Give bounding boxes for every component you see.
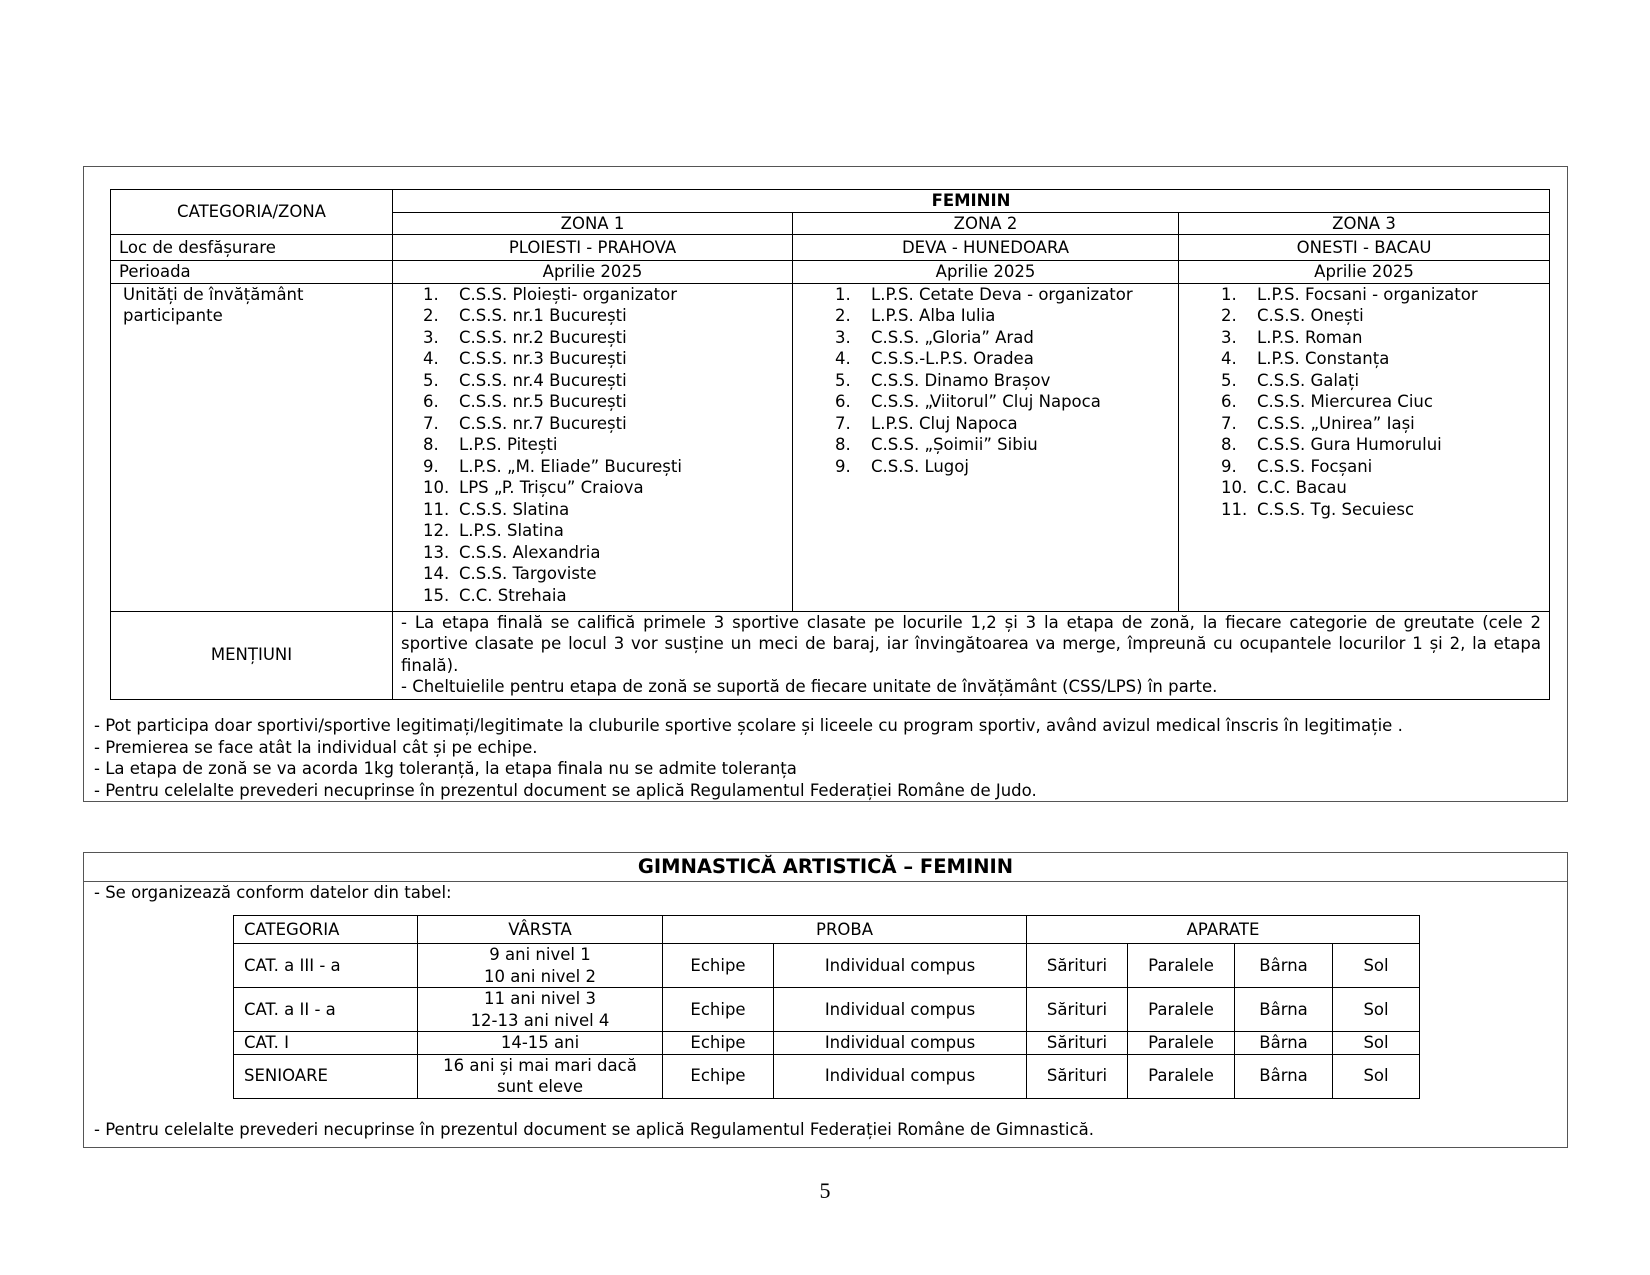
note-awards: - Premierea se face atât la individual cât și pe echipe. xyxy=(94,737,538,757)
zone-2-period: Aprilie 2025 xyxy=(793,261,1179,284)
team-cell: Echipe xyxy=(663,1054,774,1098)
list-item: 3. C.S.S. nr.2 București xyxy=(423,327,627,347)
event-header: PROBA xyxy=(663,916,1027,944)
beam-cell: Bârna xyxy=(1235,944,1333,988)
bars-cell: Paralele xyxy=(1128,944,1235,988)
apparatus-header: APARATE xyxy=(1027,916,1420,944)
list-item: 14. C.S.S. Targoviste xyxy=(423,564,597,583)
zone-3-period: Aprilie 2025 xyxy=(1179,261,1550,284)
bars-cell: Paralele xyxy=(1128,1054,1235,1098)
zone-1-header: ZONA 1 xyxy=(393,212,793,235)
vault-cell: Sărituri xyxy=(1027,1054,1128,1098)
note-tolerance: - La etapa de zonă se va acorda 1kg toleranță, la etapa finala nu se admite toleranța xyxy=(94,759,797,778)
bars-cell: Paralele xyxy=(1128,988,1235,1032)
mentions-cell xyxy=(393,611,1550,699)
zone-3-header: ZONA 3 xyxy=(1179,212,1550,235)
category-zone-header: CATEGORIA/ZONA xyxy=(111,190,393,235)
judo-section xyxy=(83,166,1568,802)
list-item: 8. L.P.S. Pitești xyxy=(423,435,558,454)
mention-costs: - Cheltuielile pentru etapa de zonă se suportă de fiecare unitate de învățământ (CSS/LPS) în parte. xyxy=(401,677,1218,696)
age-cell: 9 ani nivel 1 10 ani nivel 2 xyxy=(418,944,663,988)
individual-cell: Individual compus xyxy=(774,944,1027,988)
units-label: Unități de învățământ participante xyxy=(111,283,393,611)
age-cell: 16 ani și mai mari dacă sunt eleve xyxy=(418,1054,663,1098)
gymnastics-table xyxy=(233,915,1420,1099)
floor-cell: Sol xyxy=(1333,1032,1420,1055)
list-item: 3. L.P.S. Roman xyxy=(1221,327,1363,347)
list-item: 13. C.S.S. Alexandria xyxy=(423,542,601,562)
list-item: 10. C.C. Bacau xyxy=(1221,478,1347,497)
page-number: 5 xyxy=(819,1178,831,1203)
period-label: Perioada xyxy=(111,261,393,284)
gender-header: FEMININ xyxy=(393,190,1550,213)
list-item: 10. LPS „P. Trișcu” Craiova xyxy=(423,478,644,497)
list-item: 6. C.S.S. Miercurea Ciuc xyxy=(1221,392,1433,411)
list-item: 4. C.S.S. nr.3 București xyxy=(423,349,627,368)
list-item: 8. C.S.S. Gura Humorului xyxy=(1221,435,1442,454)
list-item: 15. C.C. Strehaia xyxy=(423,585,567,605)
list-item: 9. L.P.S. „M. Eliade” București xyxy=(423,456,682,476)
note-regulation: - Pentru celelalte prevederi necuprinse în prezentul document se aplică Regulamentul Federației Române de Judo. xyxy=(94,780,1037,800)
list-item: 5. C.S.S. nr.4 București xyxy=(423,370,627,390)
team-cell: Echipe xyxy=(663,988,774,1032)
individual-cell: Individual compus xyxy=(774,1032,1027,1055)
floor-cell: Sol xyxy=(1333,944,1420,988)
list-item: 11. C.S.S. Tg. Secuiesc xyxy=(1221,499,1415,519)
list-item: 5. C.S.S. Galați xyxy=(1221,370,1360,390)
bars-cell: Paralele xyxy=(1128,1032,1235,1055)
list-item: 1. L.P.S. Focsani - organizator xyxy=(1221,284,1478,304)
beam-cell: Bârna xyxy=(1235,988,1333,1032)
table-row xyxy=(234,944,1420,988)
table-row xyxy=(234,1054,1420,1098)
gymnastics-footer: - Pentru celelalte prevederi necuprinse în prezentul document se aplică Regulamentul Federației Române de Gimnastică. xyxy=(94,1120,1094,1139)
zone-3-units-list xyxy=(1221,284,1541,521)
list-item: 1. L.P.S. Cetate Deva - organizator xyxy=(835,284,1133,304)
zone-1-period: Aprilie 2025 xyxy=(393,261,793,284)
age-header: VÂRSTA xyxy=(418,916,663,944)
gymnastics-section xyxy=(83,852,1568,1148)
category-cell: CAT. a III - a xyxy=(234,944,418,988)
list-item: 2. C.S.S. nr.1 București xyxy=(423,306,627,325)
age-cell: 14-15 ani xyxy=(418,1032,663,1055)
judo-zones-table xyxy=(110,189,1550,700)
category-cell: SENIOARE xyxy=(234,1054,418,1098)
list-item: 1. C.S.S. Ploiești- organizator xyxy=(423,284,677,304)
zone-2-location: DEVA - HUNEDOARA xyxy=(793,235,1179,261)
list-item: 5. C.S.S. Dinamo Brașov xyxy=(835,370,1051,390)
list-item: 2. C.S.S. Onești xyxy=(1221,306,1364,325)
table-row xyxy=(234,1032,1420,1055)
category-cell: CAT. I xyxy=(234,1032,418,1055)
list-item: 7. C.S.S. „Unirea” Iași xyxy=(1221,413,1415,433)
list-item: 3. C.S.S. „Gloria” Arad xyxy=(835,327,1034,347)
list-item: 4. L.P.S. Constanța xyxy=(1221,349,1390,368)
list-item: 6. C.S.S. „Viitorul” Cluj Napoca xyxy=(835,392,1101,411)
beam-cell: Bârna xyxy=(1235,1032,1333,1055)
vault-cell: Sărituri xyxy=(1027,988,1128,1032)
list-item: 6. C.S.S. nr.5 București xyxy=(423,392,627,411)
team-cell: Echipe xyxy=(663,944,774,988)
team-cell: Echipe xyxy=(663,1032,774,1055)
mention-qualification: - La etapa finală se califică primele 3 sportive clasate pe locurile 1,2 și 3 la etapa de zonă, la fiecare categorie de greutate (cele 2 sportive clasate pe locul 3 vor susține un meci de baraj, iar învingătoarea va merge, împreună cu ocupantele locurilor 1 și 2, la etapa finală). xyxy=(401,612,1541,675)
judo-notes xyxy=(94,715,1403,801)
list-item: 8. C.S.S. „Șoimii” Sibiu xyxy=(835,435,1038,454)
list-item: 9. C.S.S. Lugoj xyxy=(835,456,969,476)
zone-2-header: ZONA 2 xyxy=(793,212,1179,235)
zone-2-units-list xyxy=(835,284,1170,478)
zone-1-units-list xyxy=(423,284,784,607)
list-item: 2. L.P.S. Alba Iulia xyxy=(835,306,996,325)
location-label: Loc de desfășurare xyxy=(111,235,393,261)
zone-3-location: ONESTI - BACAU xyxy=(1179,235,1550,261)
category-header: CATEGORIA xyxy=(234,916,418,944)
floor-cell: Sol xyxy=(1333,988,1420,1032)
vault-cell: Sărituri xyxy=(1027,1032,1128,1055)
age-cell: 11 ani nivel 3 12-13 ani nivel 4 xyxy=(418,988,663,1032)
mentions-label: MENȚIUNI xyxy=(111,611,393,699)
list-item: 9. C.S.S. Focșani xyxy=(1221,456,1373,476)
table-row xyxy=(234,988,1420,1032)
individual-cell: Individual compus xyxy=(774,1054,1027,1098)
zone-1-location: PLOIESTI - PRAHOVA xyxy=(393,235,793,261)
individual-cell: Individual compus xyxy=(774,988,1027,1032)
beam-cell: Bârna xyxy=(1235,1054,1333,1098)
list-item: 4. C.S.S.-L.P.S. Oradea xyxy=(835,349,1034,368)
gymnastics-intro: - Se organizează conform datelor din tabel: xyxy=(94,883,452,902)
list-item: 12. L.P.S. Slatina xyxy=(423,521,564,540)
floor-cell: Sol xyxy=(1333,1054,1420,1098)
list-item: 11. C.S.S. Slatina xyxy=(423,499,570,519)
note-eligibility: - Pot participa doar sportivi/sportive legitimați/legitimate la cluburile sportive școlare și liceele cu program sportiv, având avizul medical înscris în legitimație . xyxy=(94,716,1403,735)
vault-cell: Sărituri xyxy=(1027,944,1128,988)
list-item: 7. C.S.S. nr.7 București xyxy=(423,413,627,433)
category-cell: CAT. a II - a xyxy=(234,988,418,1032)
list-item: 7. L.P.S. Cluj Napoca xyxy=(835,413,1018,433)
gymnastics-title: GIMNASTICĂ ARTISTICĂ – FEMININ xyxy=(84,853,1567,882)
